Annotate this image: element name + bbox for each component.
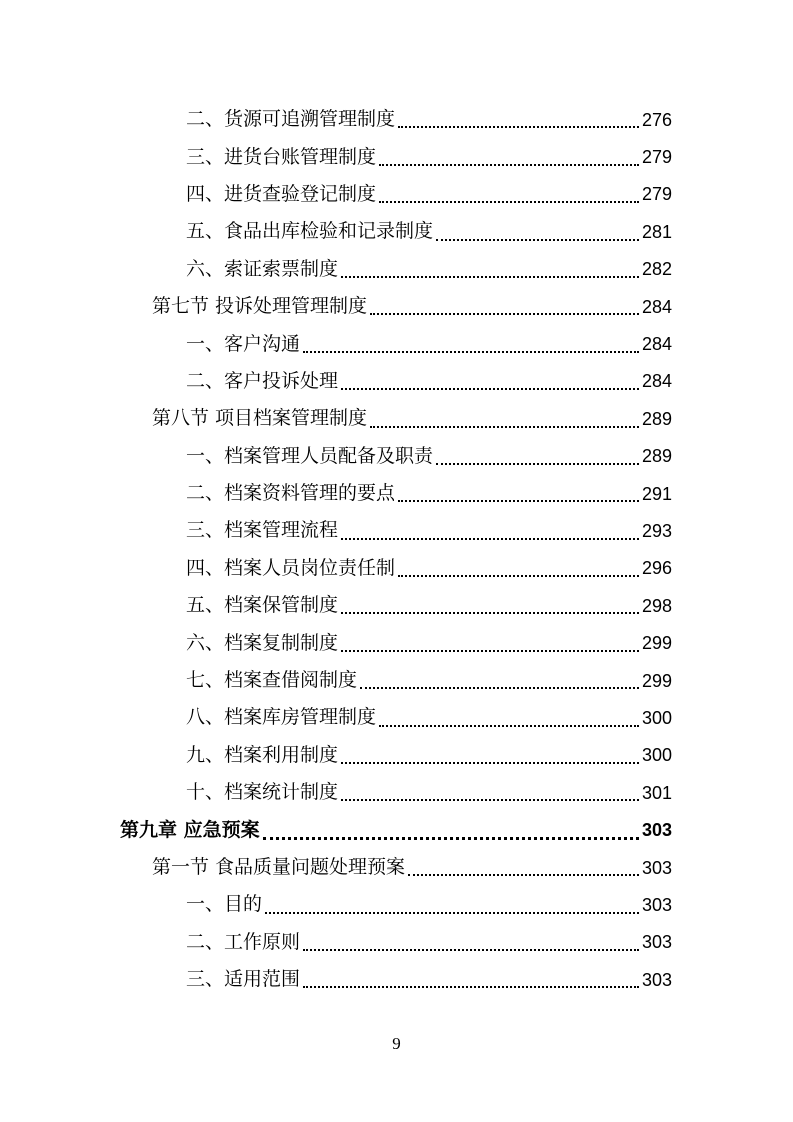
toc-item-entry[interactable]	[0, 138, 793, 175]
toc-dot-leader	[408, 873, 639, 876]
toc-dot-leader	[379, 724, 639, 727]
toc-item-entry[interactable]	[0, 101, 793, 138]
toc-item-entry[interactable]	[0, 774, 793, 811]
toc-entry-title: 十、档案统计制度	[186, 781, 339, 804]
toc-entry-page-number: 284	[641, 296, 672, 317]
toc-dot-leader	[303, 985, 639, 988]
toc-entry-page-number: 282	[641, 259, 672, 280]
toc-entry-page-number: 300	[641, 707, 672, 728]
toc-entry-page-number: 293	[641, 520, 672, 541]
toc-entry-title: 一、档案管理人员配备及职责	[186, 444, 434, 467]
toc-entry-title: 三、进货台账管理制度	[186, 145, 377, 168]
toc-item-entry[interactable]	[0, 624, 793, 661]
toc-item-entry[interactable]	[0, 550, 793, 587]
toc-dot-leader	[398, 499, 639, 502]
toc-entry-page-number: 303	[641, 857, 672, 878]
toc-dot-leader	[370, 312, 639, 315]
toc-entry-title: 三、适用范围	[186, 968, 301, 991]
toc-dot-leader	[398, 125, 639, 128]
toc-dot-leader	[303, 948, 639, 951]
toc-entry-page-number: 298	[641, 595, 672, 616]
toc-dot-leader	[341, 798, 639, 801]
toc-entry-title: 一、目的	[186, 893, 263, 916]
toc-entry-title: 四、档案人员岗位责任制	[186, 556, 396, 579]
toc-item-entry[interactable]	[0, 512, 793, 549]
toc-entry-title: 第八节 项目档案管理制度	[152, 407, 368, 430]
toc-dot-leader	[341, 387, 639, 390]
toc-item-entry[interactable]	[0, 363, 793, 400]
toc-entry-title: 三、档案管理流程	[186, 519, 339, 542]
toc-dot-leader	[341, 275, 639, 278]
toc-dot-leader	[341, 649, 639, 652]
toc-dot-leader	[436, 238, 639, 241]
toc-item-entry[interactable]	[0, 251, 793, 288]
toc-entry-page-number: 303	[641, 894, 672, 915]
toc-dot-leader	[341, 761, 639, 764]
toc-dot-leader	[436, 462, 639, 465]
toc-dot-leader	[398, 574, 639, 577]
toc-item-entry[interactable]	[0, 699, 793, 736]
toc-entry-title: 四、进货查验登记制度	[186, 182, 377, 205]
toc-section-entry[interactable]	[0, 288, 793, 325]
toc-dot-leader	[370, 425, 639, 428]
toc-entry-page-number: 279	[641, 184, 672, 205]
toc-entry-title: 二、客户投诉处理	[186, 369, 339, 392]
toc-item-entry[interactable]	[0, 213, 793, 250]
toc-entry-title: 第九章 应急预案	[120, 818, 260, 841]
toc-item-entry[interactable]	[0, 886, 793, 923]
toc-entry-page-number: 303	[641, 932, 672, 953]
toc-entry-page-number: 303	[641, 820, 672, 841]
toc-item-entry[interactable]	[0, 438, 793, 475]
toc-entry-title: 五、食品出库检验和记录制度	[186, 220, 434, 243]
page-number: 9	[392, 1034, 401, 1053]
toc-entry-page-number: 299	[641, 633, 672, 654]
toc-entry-page-number: 284	[641, 371, 672, 392]
toc-item-entry[interactable]	[0, 961, 793, 998]
toc-dot-leader	[379, 163, 639, 166]
toc-entry-page-number: 291	[641, 483, 672, 504]
toc-item-entry[interactable]	[0, 325, 793, 362]
toc-entry-title: 六、档案复制制度	[186, 631, 339, 654]
toc-entry-title: 二、档案资料管理的要点	[186, 482, 396, 505]
toc-entry-page-number: 289	[641, 446, 672, 467]
toc-entry-page-number: 281	[641, 221, 672, 242]
toc-entry-title: 五、档案保管制度	[186, 594, 339, 617]
toc-item-entry[interactable]	[0, 587, 793, 624]
toc-entry-title: 七、档案查借阅制度	[186, 669, 358, 692]
toc-dot-leader	[303, 350, 639, 353]
toc-entry-page-number: 296	[641, 558, 672, 579]
toc-entry-title: 六、索证索票制度	[186, 257, 339, 280]
toc-dot-leader	[360, 686, 639, 689]
toc-entry-title: 一、客户沟通	[186, 332, 301, 355]
toc-entry-title: 第七节 投诉处理管理制度	[152, 295, 368, 318]
toc-dot-leader	[341, 611, 639, 614]
toc-dot-leader	[379, 200, 639, 203]
toc-item-entry[interactable]	[0, 737, 793, 774]
table-of-contents	[0, 101, 793, 998]
toc-entry-page-number: 303	[641, 969, 672, 990]
toc-item-entry[interactable]	[0, 176, 793, 213]
toc-chapter-entry[interactable]	[0, 811, 793, 848]
toc-entry-page-number: 276	[641, 109, 672, 130]
toc-entry-title: 第一节 食品质量问题处理预案	[152, 856, 406, 878]
toc-item-entry[interactable]	[0, 924, 793, 961]
toc-entry-page-number: 300	[641, 745, 672, 766]
toc-item-entry[interactable]	[0, 475, 793, 512]
toc-entry-page-number: 289	[641, 408, 672, 429]
toc-dot-leader	[341, 537, 639, 540]
toc-entry-title: 二、货源可追溯管理制度	[186, 108, 396, 131]
toc-entry-title: 二、工作原则	[186, 930, 301, 953]
toc-entry-page-number: 301	[641, 782, 672, 803]
toc-dot-leader	[263, 836, 639, 840]
toc-item-entry[interactable]	[0, 662, 793, 699]
toc-section-entry[interactable]	[0, 849, 793, 886]
toc-section-entry[interactable]	[0, 400, 793, 437]
toc-entry-title: 八、档案库房管理制度	[186, 706, 377, 729]
toc-dot-leader	[265, 911, 639, 914]
toc-entry-page-number: 284	[641, 334, 672, 355]
toc-entry-page-number: 279	[641, 147, 672, 168]
toc-entry-page-number: 299	[641, 670, 672, 691]
toc-entry-title: 九、档案利用制度	[186, 743, 339, 766]
